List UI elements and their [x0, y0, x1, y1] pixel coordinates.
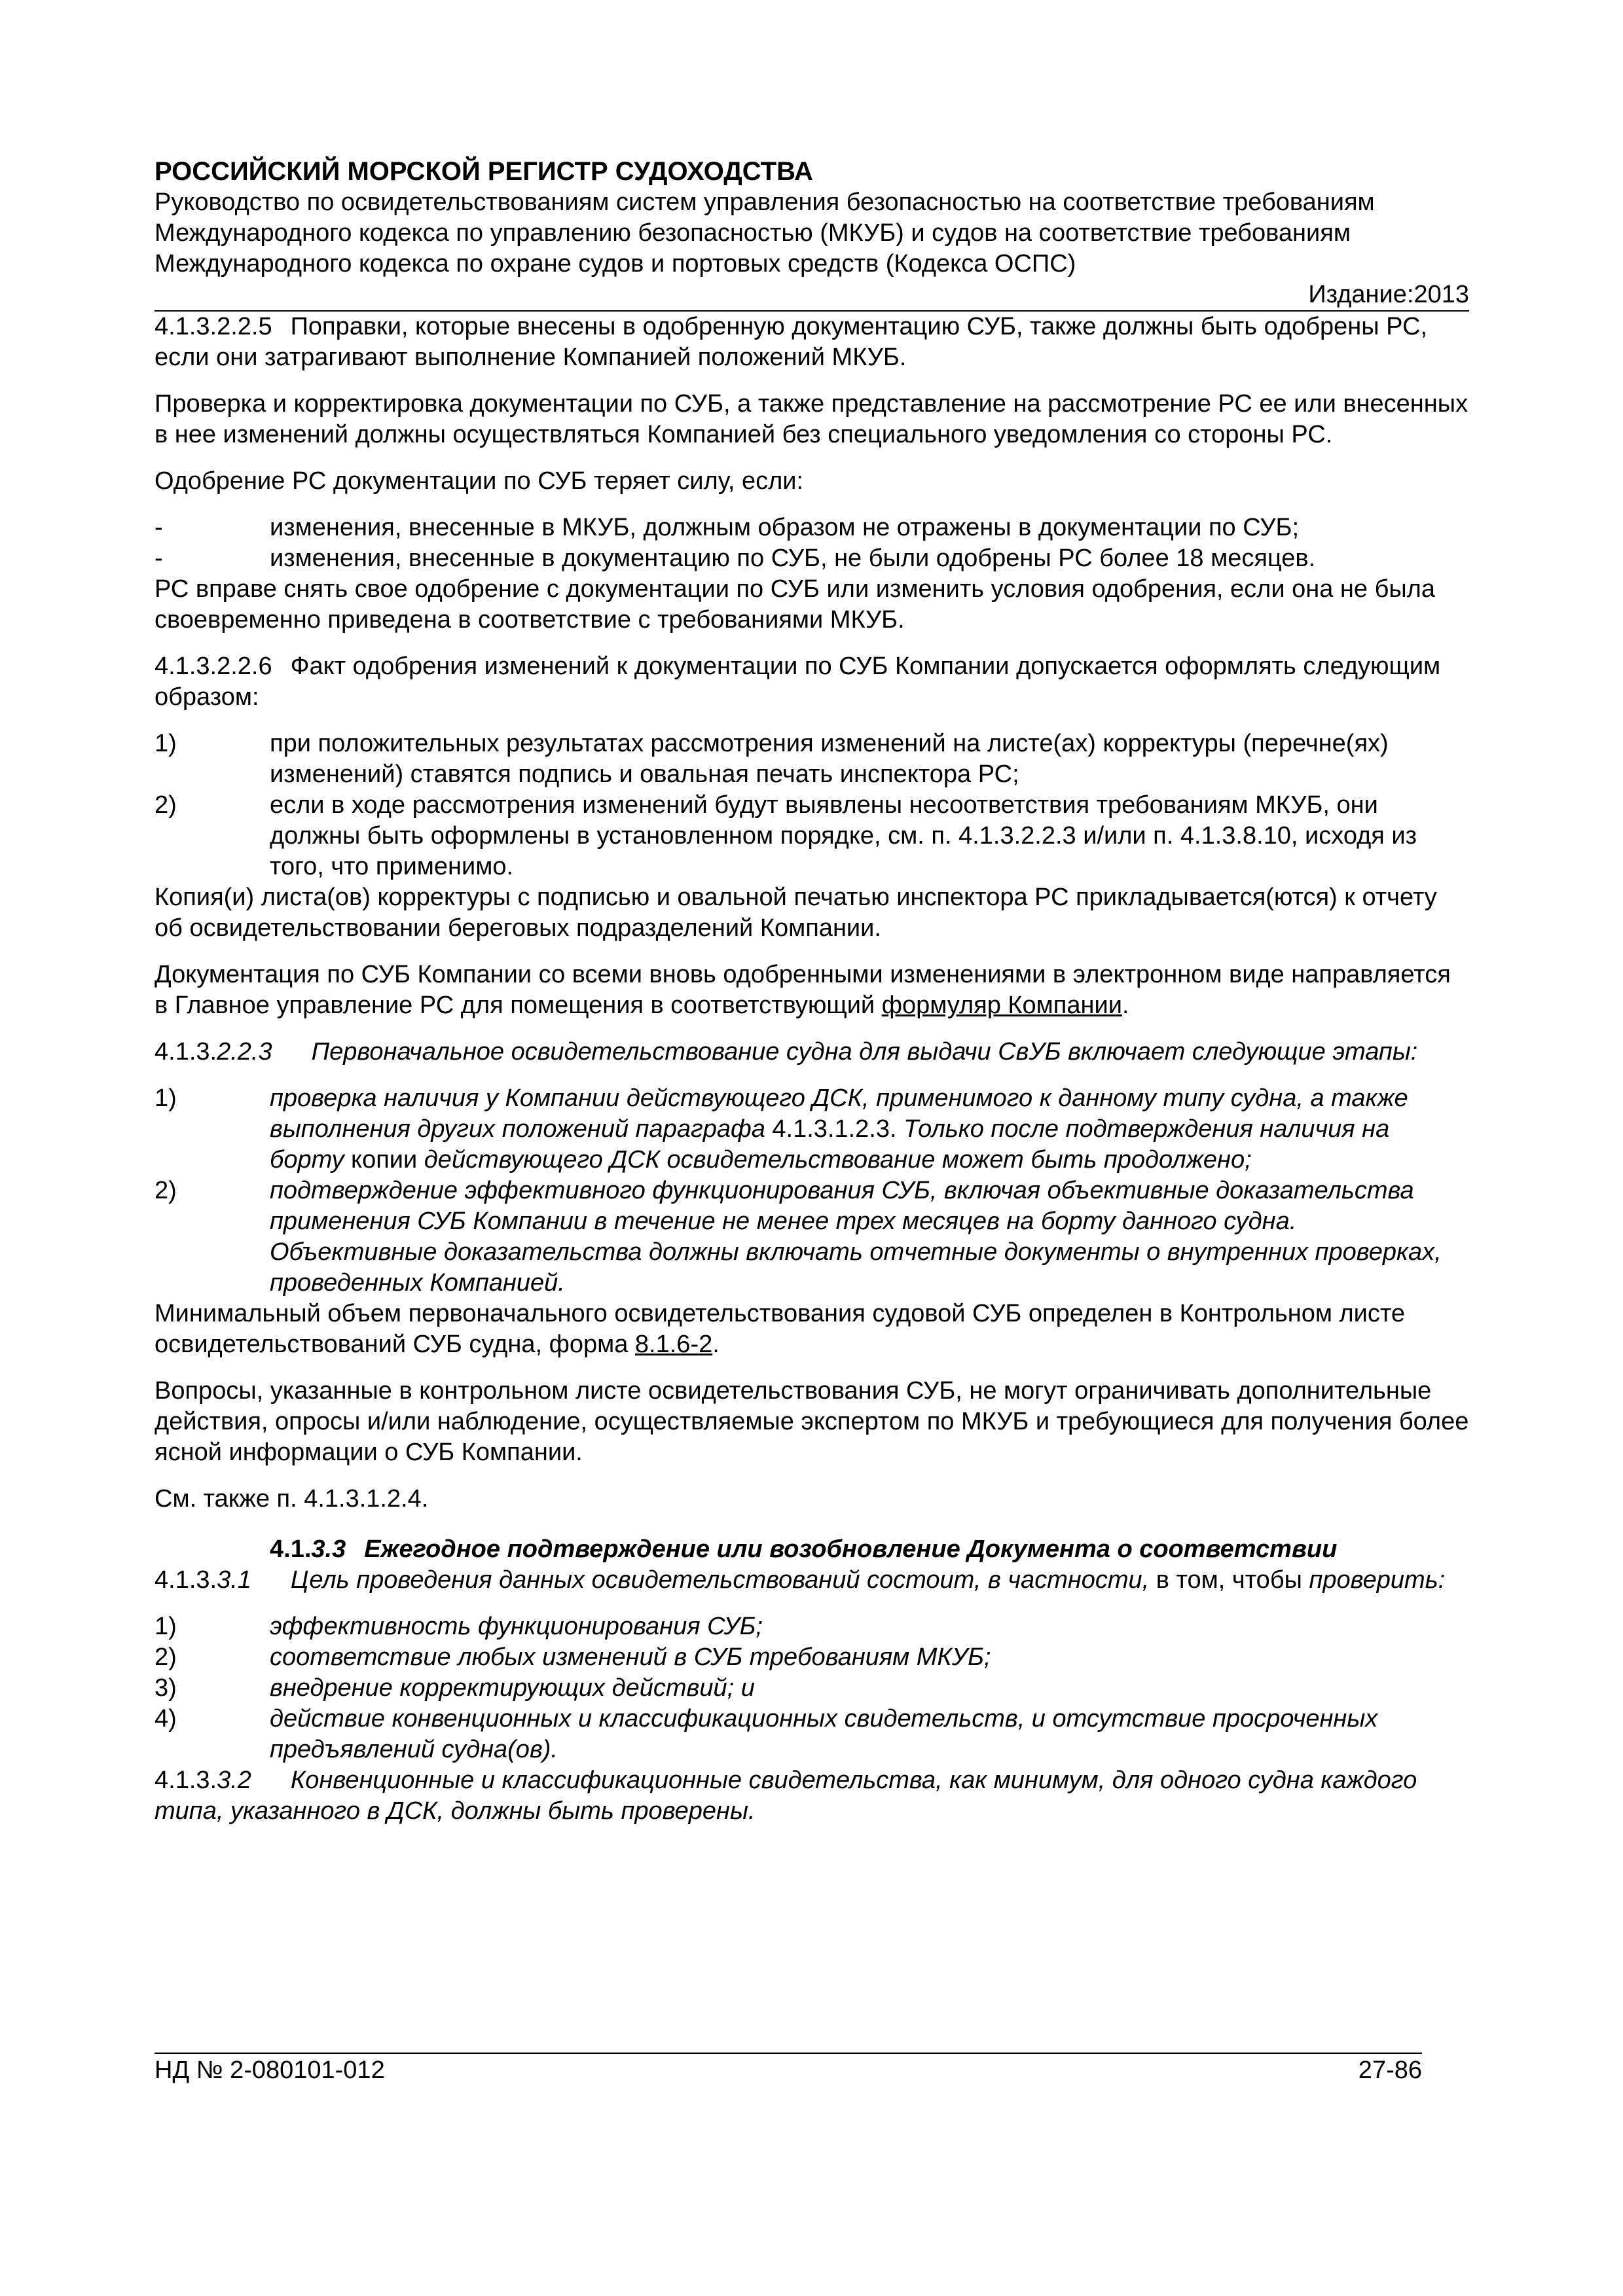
list-text: действие конвенционных и классификационных свидетельств, и отсутствие просроченных предъявлений судна(ов). [270, 1705, 1378, 1763]
numbered-list [155, 728, 1469, 882]
list-marker: 1) [155, 1085, 177, 1112]
document-header [155, 156, 1469, 312]
paragraph: РС вправе снять свое одобрение с документации по СУБ или изменить условия одобрения, если она не была своевременно приведена в соответствие с требованиями МКУБ. [155, 575, 1435, 634]
clause-text: Поправки, которые внесены в одобренную документацию СУБ, также должны быть одобрены РС, если они затрагивают выполнение Компанией положений МКУБ. [155, 313, 1428, 371]
page-number: 27-86 [1358, 2056, 1422, 2084]
list-marker: 2) [155, 1177, 177, 1204]
clause-number: 4.1.3.2.2.6 [155, 653, 272, 680]
paragraph-4-1-3-3-1: 4.1.3.3.1 Цель проведения данных освидетельствований состоит, в частности, в том, чтобы проверить: [155, 1566, 1446, 1594]
document-page [155, 156, 1469, 1827]
paragraph: См. также п. 4.1.3.1.2.4. [155, 1485, 429, 1513]
paragraph: Копия(и) листа(ов) корректуры с подписью и овальной печатью инспектора РС прикладывается(ются) к отчету об освидетельствовании береговых подразделений Компании. [155, 884, 1437, 942]
clause-number: 4.1.3.2.2.5 [155, 313, 272, 340]
list-text: если в ходе рассмотрения изменений будут выявлены несоответствия требованиям МКУБ, они должны быть оформлены в установленном порядке, см. п. 4.1.3.2.2.3 и/или п. 4.1.3.8.10, исходя из того, что применимо. [270, 791, 1417, 880]
list-marker: - [155, 514, 163, 541]
list-item [155, 543, 1469, 574]
list-item [155, 790, 1469, 882]
list-marker: 1) [155, 730, 177, 757]
clause-number: 4.1.3.3.2 [155, 1767, 251, 1794]
clause-number: 4.1.3.3.1 [155, 1566, 251, 1594]
edition-label: Издание:2013 [1308, 281, 1469, 308]
list-marker: 4) [155, 1705, 177, 1732]
paragraph: Документация по СУБ Компании со всеми вновь одобренными изменениями в электронном виде направляется в Главное управление РС для помещения в соответствующий формуляр Компании. [155, 961, 1451, 1019]
list-text: подтверждение эффективного функционирования СУБ, включая объективные доказательства применения СУБ Компании в течение не менее трех месяцев на борту данного судна. Объективные доказательства должны включать отчетные документы о внутренних проверках, проведенных Компанией. [270, 1177, 1442, 1297]
list-item [155, 1673, 1469, 1704]
dash-list [155, 512, 1469, 574]
organization-name: РОССИЙСКИЙ МОРСКОЙ РЕГИСТР СУДОХОДСТВА [155, 157, 813, 186]
list-marker: 2) [155, 1643, 177, 1671]
list-item [155, 512, 1469, 543]
heading-number: 4.1.3.3 [270, 1535, 346, 1563]
paragraph: Минимальный объем первоначального освидетельствования судовой СУБ определен в Контрольном листе освидетельствований СУБ судна, форма 8.1.6-2. [155, 1300, 1406, 1358]
paragraph-4-1-3-3-2 [155, 1765, 1469, 1827]
section-heading-4-1-3-3 [155, 1534, 1469, 1565]
list-marker: 3) [155, 1674, 177, 1702]
list-text: соответствие любых изменений в СУБ требованиям МКУБ; [270, 1643, 991, 1671]
list-text: изменения, внесенные в документацию по СУБ, не были одобрены РС более 18 месяцев. [270, 545, 1316, 572]
list-marker: 2) [155, 791, 177, 819]
company-form-link[interactable]: формуляр Компании [881, 992, 1122, 1019]
list-marker: - [155, 545, 163, 572]
list-text: проверка наличия у Компании действующего ДСК, применимого к данному типу судна, а также выполнения других положений параграфа 4.1.3.1.2.3. Только после подтверждения наличия на борту копии действующего ДСК освидетельствование может быть продолжено; [270, 1085, 1408, 1174]
list-text: изменения, внесенные в МКУБ, должным образом не отражены в документации по СУБ; [270, 514, 1300, 541]
numbered-list [155, 1611, 1469, 1765]
clause-text: Факт одобрения изменений к документации по СУБ Компании допускается оформлять следующим образом: [155, 653, 1441, 711]
clause-text: Первоначальное освидетельствование судна для выдачи СвУБ включает следующие этапы: [311, 1038, 1418, 1066]
clause-text: Конвенционные и классификационные свидетельства, как минимум, для одного судна каждого типа, указанного в ДСК, должны быть проверены. [155, 1767, 1417, 1825]
list-item [155, 1642, 1469, 1673]
document-title: Руководство по освидетельствованиям систем управления безопасностью на соответствие требованиям Международного кодекса по управлению безопасностью (МКУБ) и судов на соответствие требованиям Международного кодекса по охране судов и портовых средств (Кодекса ОСПС) [155, 188, 1375, 278]
list-marker: 1) [155, 1613, 177, 1640]
document-number: НД № 2-080101-012 [155, 2056, 385, 2084]
list-text: эффективность функционирования СУБ; [270, 1613, 763, 1640]
paragraph: Вопросы, указанные в контрольном листе освидетельствования СУБ, не могут ограничивать дополнительные действия, опросы и/или наблюдение, осуществляемые экспертом по МКУБ и требующиеся для получения более ясной информации о СУБ Компании. [155, 1377, 1469, 1466]
document-footer [155, 2053, 1422, 2086]
paragraph-4-1-3-2-2-5 [155, 312, 1469, 373]
footer-divider [155, 2053, 1422, 2054]
list-item [155, 1083, 1469, 1175]
clause-number: 4.1.3.2.2.3 [155, 1038, 272, 1066]
form-8-1-6-2-link[interactable]: 8.1.6-2 [634, 1331, 713, 1358]
paragraph: Проверка и корректировка документации по СУБ, а также представление на рассмотрение РС ее или внесенных в нее изменений должны осуществляться Компанией без специального уведомления со стороны РС. [155, 390, 1468, 448]
paragraph-4-1-3-2-2-6 [155, 651, 1469, 713]
paragraph-4-1-3-2-2-3 [155, 1037, 1469, 1067]
list-item [155, 728, 1469, 790]
paragraph: Одобрение РС документации по СУБ теряет силу, если: [155, 467, 804, 495]
list-item [155, 1611, 1469, 1642]
list-text: внедрение корректирующих действий; и [270, 1674, 755, 1702]
list-item [155, 1175, 1469, 1299]
heading-text: Ежегодное подтверждение или возобновление Документа о соответствии [364, 1535, 1338, 1563]
list-text: при положительных результатах рассмотрения изменений на листе(ах) корректуры (перечне(ях) изменений) ставятся подпись и овальная печать инспектора РС; [270, 730, 1389, 788]
list-item [155, 1704, 1469, 1765]
numbered-list [155, 1083, 1469, 1299]
